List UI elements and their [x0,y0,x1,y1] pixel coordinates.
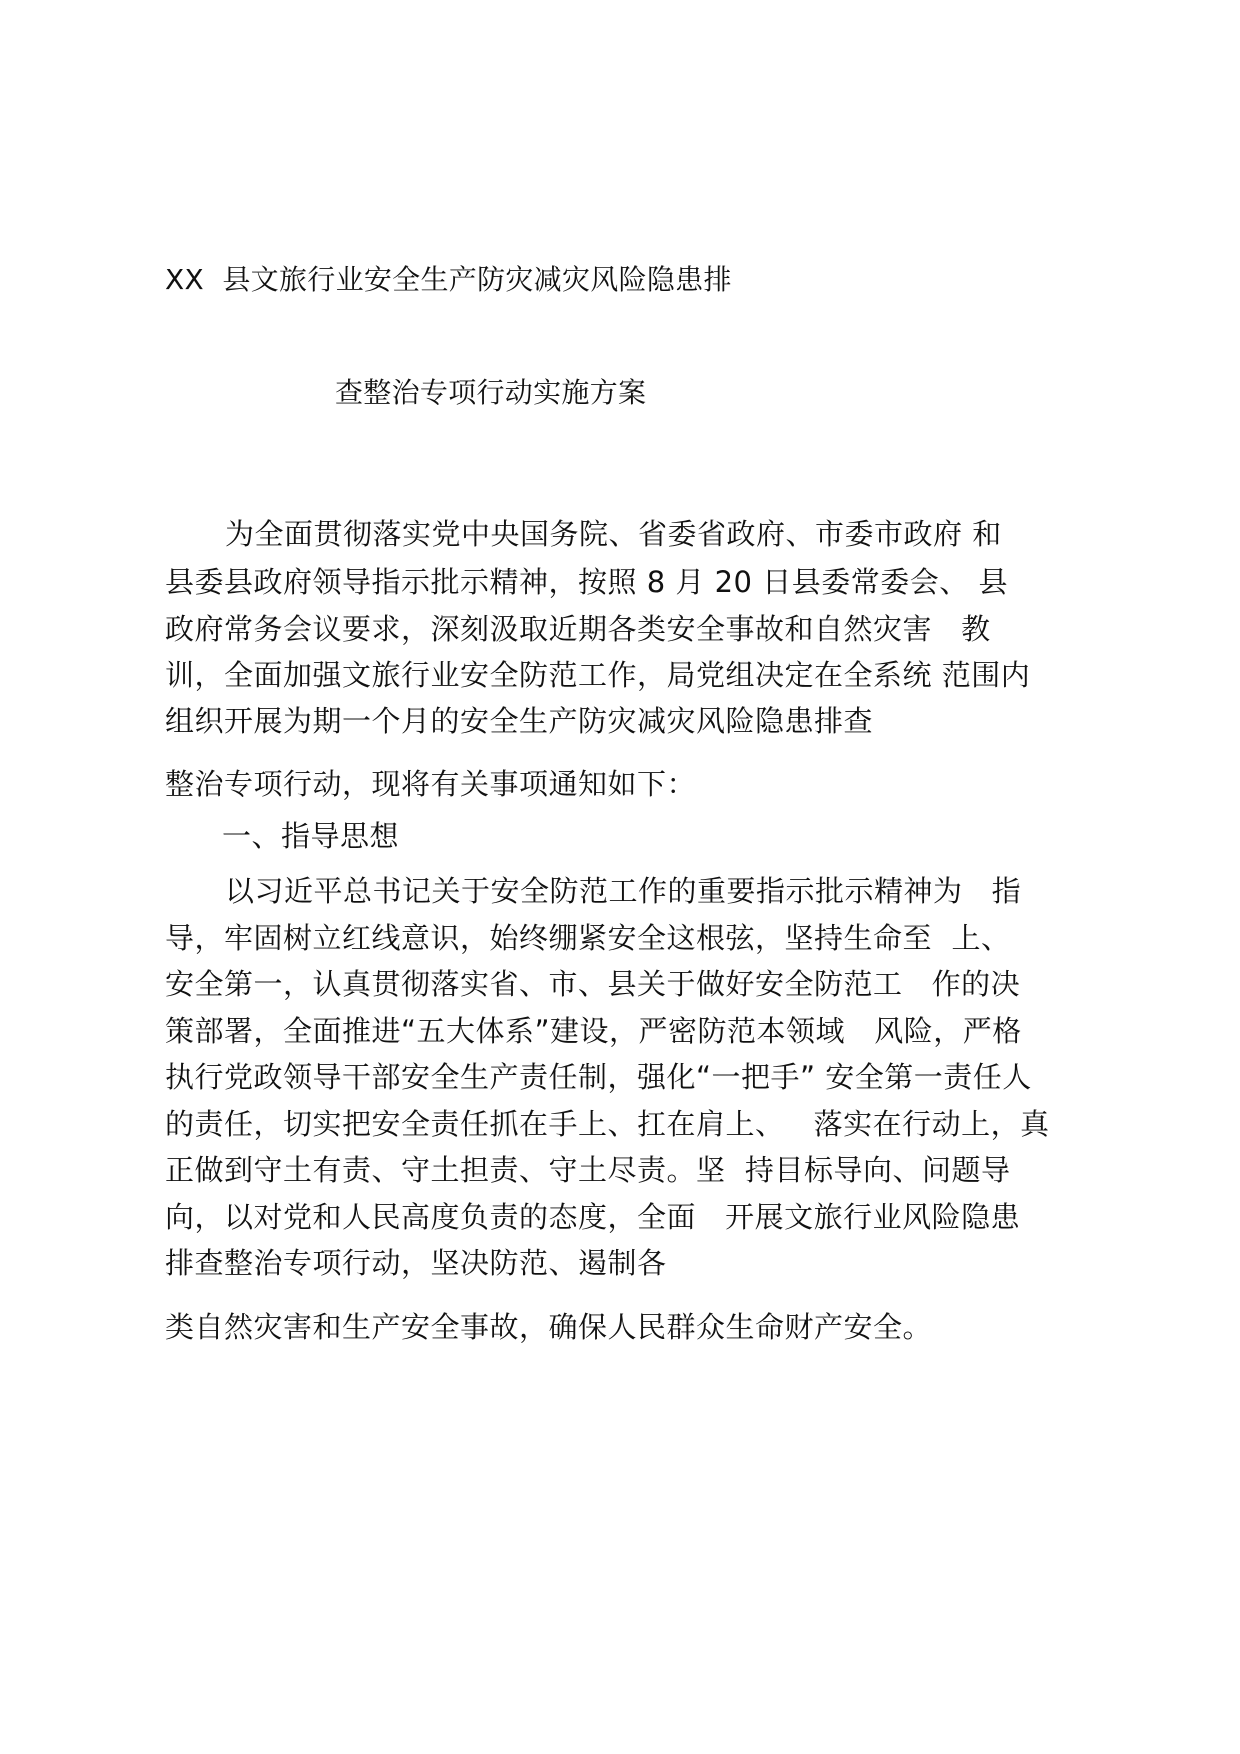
body-line: 安全第一，认真贯彻落实省、市、县关于做好安全防范工 作的决 [165,967,1021,1001]
document-title-line-2: 查整治专项行动实施方案 [335,376,647,409]
body-line: 排查整治专项行动，坚决防范、遏制各 [165,1246,667,1280]
intro-line: 政府常务会议要求，深刻汲取近期各类安全事故和自然灾害 教 [165,612,991,646]
body-line: 执行党政领导干部安全生产责任制，强化“一把手” 安全第一责任人 [165,1060,1032,1094]
intro-line: 组织开展为期一个月的安全生产防灾减灾风险隐患排查 [165,704,874,738]
intro-line: 训，全面加强文旅行业安全防范工作，局党组决定在全系统 范围内 [165,658,1031,692]
intro-line: 整治专项行动，现将有关事项通知如下： [165,767,697,801]
body-line: 导，牢固树立红线意识，始终绷紧安全这根弦，坚持生命至 上、 [165,921,1011,955]
intro-line: 县委县政府领导指示批示精神，按照 8 月 20 日县委常委会、 县 [165,565,1008,599]
intro-line: 为全面贯彻落实党中央国务院、省委省政府、市委市政府 和 [225,517,1002,551]
document-title-line-1: XX 县文旅行业安全生产防灾减灾风险隐患排 [165,263,732,296]
body-line: 的责任，切实把安全责任抓在手上、扛在肩上、 落实在行动上，真 [165,1107,1050,1141]
body-line: 以习近平总书记关于安全防范工作的重要指示批示精神为 指 [225,874,1022,908]
body-line: 类自然灾害和生产安全事故，确保人民群众生命财产安全。 [165,1310,933,1344]
body-line: 策部署，全面推进“五大体系”建设，严密防范本领域 风险，严格 [165,1014,1022,1048]
section-heading: 一、指导思想 [222,819,400,853]
body-line: 正做到守土有责、守土担责、守土尽责。坚 持目标导向、问题导 [165,1153,1011,1187]
body-line: 向，以对党和人民高度负责的态度，全面 开展文旅行业风险隐患 [165,1200,1021,1234]
